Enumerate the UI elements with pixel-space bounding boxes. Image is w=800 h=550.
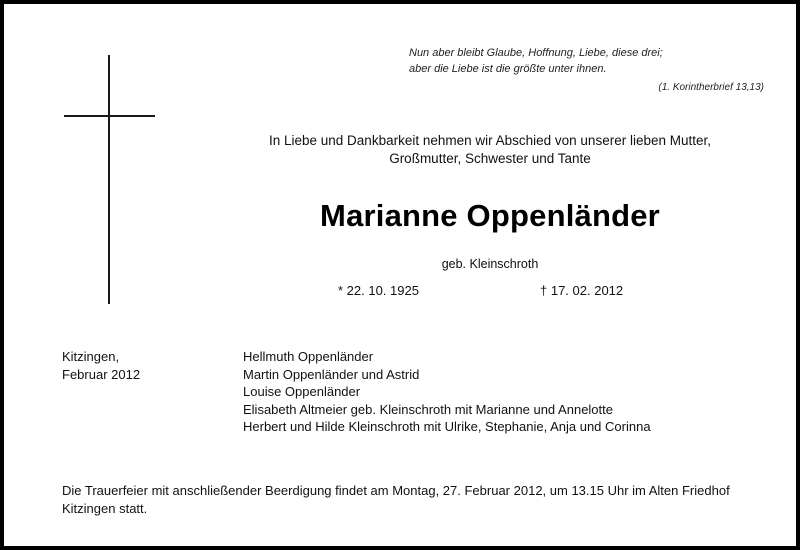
- quote-reference: (1. Korintherbrief 13,13): [658, 82, 764, 93]
- quote-line: Nun aber bleibt Glaube, Hoffnung, Liebe, diese drei;: [409, 47, 663, 59]
- cross-vertical-bar: [108, 55, 110, 304]
- birth-name: geb. Kleinschroth: [441, 257, 539, 271]
- mourner-entry: Elisabeth Altmeier geb. Kleinschroth mit Marianne und Annelotte: [243, 401, 613, 417]
- deceased-name: Marianne Oppenländer: [320, 198, 660, 233]
- place-and-date: [62, 348, 140, 383]
- intro-text: [230, 132, 750, 168]
- mourner-entry: Martin Oppenländer und Astrid: [243, 366, 420, 382]
- quote-line: aber die Liebe ist die größte unter ihnen.: [409, 63, 607, 75]
- mourner-entry: Louise Oppenländer: [243, 384, 361, 399]
- mourners-list: [243, 348, 651, 436]
- date-line: Februar 2012: [62, 366, 141, 382]
- bible-quote: [387, 45, 764, 96]
- death-date: † 17. 02. 2012: [540, 283, 624, 298]
- cross-horizontal-bar: [64, 115, 155, 117]
- intro-line: In Liebe und Dankbarkeit nehmen wir Abschied von unserer lieben Mutter,: [268, 133, 711, 148]
- mourner-entry: Hellmuth Oppenländer: [243, 349, 374, 364]
- mourner-entry: Herbert und Hilde Kleinschroth mit Ulrike, Stephanie, Anja und Corinna: [243, 419, 651, 434]
- birth-date: * 22. 10. 1925: [338, 283, 419, 298]
- intro-line: Großmutter, Schwester und Tante: [389, 151, 591, 166]
- place-line: Kitzingen,: [62, 349, 120, 364]
- funeral-announcement: Die Trauerfeier mit anschließender Beerdigung findet am Montag, 27. Februar 2012, um 13.15 Uhr im Alten Friedhof Kitzingen statt.: [62, 483, 730, 516]
